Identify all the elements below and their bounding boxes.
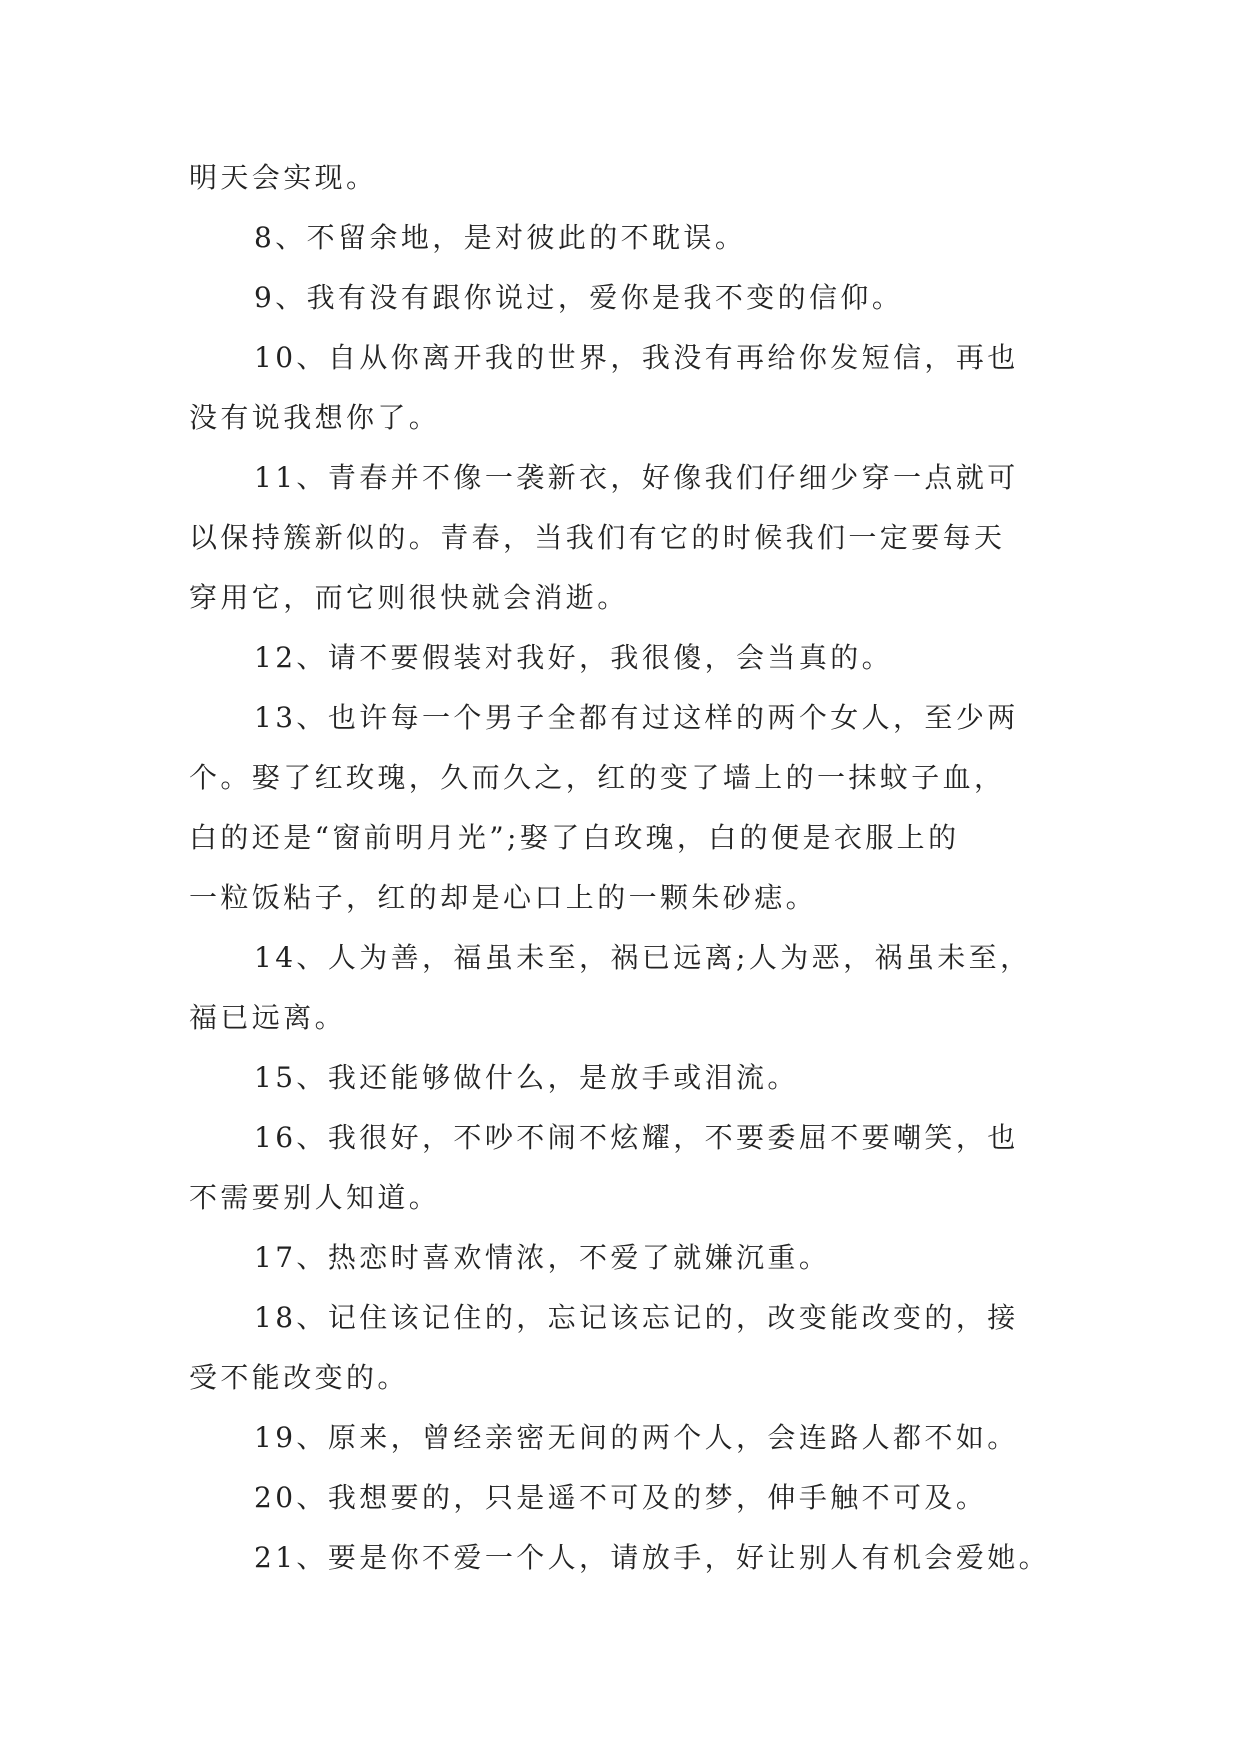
line-text: 以保持簇新似的。青春，当我们有它的时候我们一定要每天 (189, 521, 1006, 554)
line-text: 受不能改变的。 (189, 1361, 409, 1394)
line-text: 16、我很好，不吵不闹不炫耀，不要委屈不要嘲笑，也 (254, 1121, 1019, 1154)
line-text: 14、人为善，福虽未至，祸已远离;人为恶，祸虽未至， (254, 941, 1032, 974)
line-text: 20、我想要的，只是遥不可及的梦，伸手触不可及。 (254, 1481, 988, 1514)
line-text: 白的还是“窗前明月光”;娶了白玫瑰，白的便是衣服上的 (189, 821, 960, 854)
line-text: 12、请不要假装对我好，我很傻，会当真的。 (254, 641, 894, 674)
line-text: 11、青春并不像一袭新衣，好像我们仔细少穿一点就可 (254, 461, 1019, 494)
line-text: 不需要别人知道。 (189, 1181, 441, 1214)
line-text: 18、记住该记住的，忘记该忘记的，改变能改变的，接 (254, 1301, 1019, 1334)
line-text: 9、我有没有跟你说过，爱你是我不变的信仰。 (254, 281, 904, 314)
line-text: 10、自从你离开我的世界，我没有再给你发短信，再也 (254, 341, 1019, 374)
line-text: 15、我还能够做什么，是放手或泪流。 (254, 1061, 799, 1094)
line-text: 福已远离。 (189, 1001, 347, 1034)
line-text: 19、原来，曾经亲密无间的两个人，会连路人都不如。 (254, 1421, 1019, 1454)
line-text: 穿用它，而它则很快就会消逝。 (189, 581, 629, 614)
line-text: 明天会实现。 (189, 161, 378, 194)
line-text: 13、也许每一个男子全都有过这样的两个女人，至少两 (254, 701, 1019, 734)
line-text: 8、不留余地，是对彼此的不耽误。 (254, 221, 747, 254)
line-text: 17、热恋时喜欢情浓，不爱了就嫌沉重。 (254, 1241, 831, 1274)
line-text: 一粒饭粘子，红的却是心口上的一颗朱砂痣。 (189, 881, 818, 914)
line-text: 21、要是你不爱一个人，请放手，好让别人有机会爱她。 (254, 1541, 1051, 1574)
line-text: 没有说我想你了。 (189, 401, 441, 434)
line-text: 个。娶了红玫瑰，久而久之，红的变了墙上的一抹蚊子血， (189, 761, 1006, 794)
